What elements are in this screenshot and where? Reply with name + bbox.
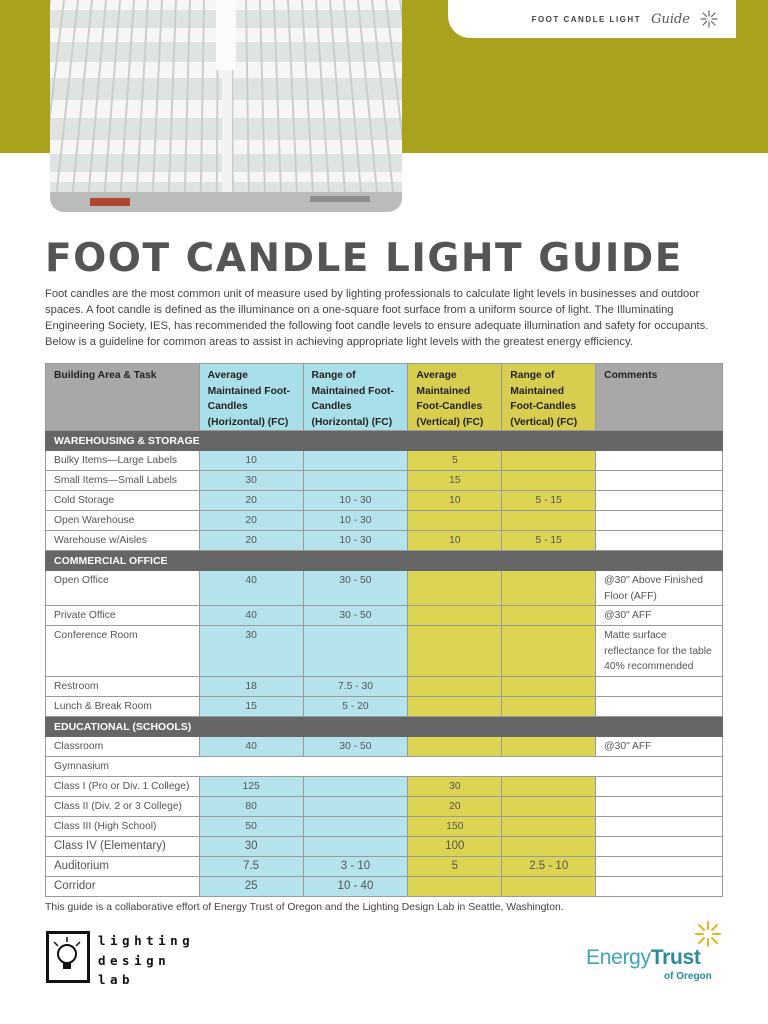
- range-vertical-cell: [502, 797, 596, 817]
- table-row: [46, 491, 723, 511]
- range-horizontal-cell: 7.5 - 30: [303, 677, 408, 697]
- section-row: [46, 551, 723, 571]
- header-comments: Comments: [596, 364, 723, 431]
- page-title: FOOT CANDLE LIGHT GUIDE: [45, 236, 683, 281]
- range-vertical-cell: [502, 511, 596, 531]
- range-horizontal-cell: [303, 626, 408, 677]
- avg-horizontal-cell: 125: [199, 777, 303, 797]
- footer-note: This guide is a collaborative effort of Energy Trust of Oregon and the Lighting Design Lab in Seattle, Washington.: [45, 902, 564, 913]
- comments-cell: @30" AFF: [596, 737, 723, 757]
- comments-cell: [596, 511, 723, 531]
- avg-vertical-cell: 10: [408, 491, 502, 511]
- table-row: [46, 677, 723, 697]
- avg-horizontal-cell: 20: [199, 511, 303, 531]
- lightbulb-icon: [46, 931, 90, 983]
- comments-cell: [596, 677, 723, 697]
- area-cell: Class IV (Elementary): [46, 837, 200, 857]
- range-horizontal-cell: 30 - 50: [303, 606, 408, 626]
- header-range-vertical: Range of Maintained Foot-Candles (Vertical) (FC): [502, 364, 596, 431]
- table-header-row: [46, 364, 723, 431]
- intro-paragraph: Foot candles are the most common unit of measure used by lighting professionals to calculate light levels in businesses and outdoor spaces. A foot candle is defined as the illuminance on a one-square foot surface from a uniform source of light. The Illuminating Engineering Society, IES, has recommended the following foot candle levels to ensure adequate illumination and safety for occupants. Below is a guideline for common areas to assist in achieving appropriate light levels with the greatest energy efficiency.: [45, 288, 709, 348]
- section-row: [46, 431, 723, 451]
- comments-cell: [596, 471, 723, 491]
- comments-cell: [596, 877, 723, 897]
- avg-horizontal-cell: 15: [199, 697, 303, 717]
- range-horizontal-cell: [303, 837, 408, 857]
- table-row: [46, 777, 723, 797]
- section-heading: WAREHOUSING & STORAGE: [46, 431, 723, 451]
- area-cell: Conference Room: [46, 626, 200, 677]
- avg-vertical-cell: [408, 697, 502, 717]
- area-cell: Bulky Items—Large Labels: [46, 451, 200, 471]
- et-word-trust: Trust: [650, 946, 701, 969]
- avg-vertical-cell: [408, 511, 502, 531]
- avg-horizontal-cell: 30: [199, 471, 303, 491]
- area-cell: Restroom: [46, 677, 200, 697]
- comments-cell: [596, 777, 723, 797]
- lighting-design-lab-logo: [46, 931, 206, 986]
- avg-horizontal-cell: 25: [199, 877, 303, 897]
- area-cell: Open Office: [46, 571, 200, 606]
- area-cell: Auditorium: [46, 857, 200, 877]
- energy-trust-logo: [586, 920, 726, 990]
- et-sub: of Oregon: [664, 971, 712, 982]
- comments-cell: [596, 817, 723, 837]
- avg-vertical-cell: 100: [408, 837, 502, 857]
- range-vertical-cell: [502, 817, 596, 837]
- et-word-energy: Energy: [586, 946, 651, 969]
- range-horizontal-cell: [303, 797, 408, 817]
- range-horizontal-cell: 10 - 30: [303, 491, 408, 511]
- range-vertical-cell: [502, 697, 596, 717]
- header-avg-vertical: Average Maintained Foot-Candles (Vertical) (FC): [408, 364, 502, 431]
- avg-vertical-cell: [408, 677, 502, 697]
- area-cell: Class III (High School): [46, 817, 200, 837]
- area-cell: Class II (Div. 2 or 3 College): [46, 797, 200, 817]
- table-row: [46, 857, 723, 877]
- table-row: [46, 697, 723, 717]
- range-horizontal-cell: 10 - 30: [303, 531, 408, 551]
- range-vertical-cell: 5 - 15: [502, 491, 596, 511]
- range-vertical-cell: 5 - 15: [502, 531, 596, 551]
- range-vertical-cell: 2.5 - 10: [502, 857, 596, 877]
- avg-horizontal-cell: 20: [199, 531, 303, 551]
- range-horizontal-cell: 30 - 50: [303, 571, 408, 606]
- table-row: [46, 877, 723, 897]
- avg-horizontal-cell: 40: [199, 737, 303, 757]
- comments-cell: [596, 451, 723, 471]
- comments-cell: Matte surface reflectance for the table 40% recommended: [596, 626, 723, 677]
- comments-cell: [596, 491, 723, 511]
- header-range-horizontal: Range of Maintained Foot-Candles (Horizontal) (FC): [303, 364, 408, 431]
- table-row: [46, 817, 723, 837]
- range-vertical-cell: [502, 777, 596, 797]
- range-vertical-cell: [502, 471, 596, 491]
- table-row: [46, 837, 723, 857]
- table-row: [46, 797, 723, 817]
- avg-horizontal-cell: 50: [199, 817, 303, 837]
- avg-vertical-cell: [408, 571, 502, 606]
- avg-horizontal-cell: 7.5: [199, 857, 303, 877]
- avg-vertical-cell: [408, 626, 502, 677]
- range-vertical-cell: [502, 877, 596, 897]
- range-vertical-cell: [502, 606, 596, 626]
- avg-vertical-cell: 30: [408, 777, 502, 797]
- header-area: Building Area & Task: [46, 364, 200, 431]
- avg-vertical-cell: [408, 606, 502, 626]
- area-cell: Private Office: [46, 606, 200, 626]
- ldl-word-2: design: [98, 952, 171, 968]
- range-horizontal-cell: [303, 471, 408, 491]
- range-vertical-cell: [502, 451, 596, 471]
- range-vertical-cell: [502, 571, 596, 606]
- range-vertical-cell: [502, 677, 596, 697]
- avg-horizontal-cell: 30: [199, 837, 303, 857]
- table-row: [46, 626, 723, 677]
- comments-cell: [596, 857, 723, 877]
- range-horizontal-cell: [303, 817, 408, 837]
- range-horizontal-cell: [303, 777, 408, 797]
- area-cell: Open Warehouse: [46, 511, 200, 531]
- avg-horizontal-cell: 18: [199, 677, 303, 697]
- avg-horizontal-cell: 20: [199, 491, 303, 511]
- comments-cell: @30" Above Finished Floor (AFF): [596, 571, 723, 606]
- table-row: [46, 571, 723, 606]
- range-vertical-cell: [502, 837, 596, 857]
- avg-horizontal-cell: 30: [199, 626, 303, 677]
- comments-cell: [596, 837, 723, 857]
- section-heading: EDUCATIONAL (SCHOOLS): [46, 717, 723, 737]
- avg-vertical-cell: 5: [408, 451, 502, 471]
- avg-horizontal-cell: 40: [199, 606, 303, 626]
- avg-vertical-cell: 5: [408, 857, 502, 877]
- avg-horizontal-cell: 80: [199, 797, 303, 817]
- avg-vertical-cell: 15: [408, 471, 502, 491]
- guide-tab-script: Guide: [651, 11, 690, 27]
- ldl-word-3: lab: [98, 972, 135, 987]
- range-horizontal-cell: [303, 451, 408, 471]
- avg-vertical-cell: 20: [408, 797, 502, 817]
- range-horizontal-cell: 3 - 10: [303, 857, 408, 877]
- ldl-word-1: lighting: [98, 933, 195, 948]
- table-row: [46, 737, 723, 757]
- section-heading: COMMERCIAL OFFICE: [46, 551, 723, 571]
- comments-cell: [596, 797, 723, 817]
- table-row: [46, 531, 723, 551]
- range-horizontal-cell: 10 - 30: [303, 511, 408, 531]
- avg-vertical-cell: [408, 877, 502, 897]
- range-horizontal-cell: 10 - 40: [303, 877, 408, 897]
- comments-cell: [596, 531, 723, 551]
- avg-vertical-cell: 10: [408, 531, 502, 551]
- section-row: [46, 717, 723, 737]
- avg-vertical-cell: [408, 737, 502, 757]
- table-row: [46, 606, 723, 626]
- range-vertical-cell: [502, 626, 596, 677]
- area-cell: Class I (Pro or Div. 1 College): [46, 777, 200, 797]
- range-horizontal-cell: 5 - 20: [303, 697, 408, 717]
- guide-tab: [448, 0, 736, 38]
- comments-cell: [596, 697, 723, 717]
- area-cell: Lunch & Break Room: [46, 697, 200, 717]
- foot-candle-table: [45, 363, 723, 897]
- area-cell: Gymnasium: [46, 757, 723, 777]
- ceiling-photo: [50, 0, 402, 212]
- avg-vertical-cell: 150: [408, 817, 502, 837]
- table-row: [46, 451, 723, 471]
- sparkle-icon: [700, 10, 718, 28]
- table-row: [46, 511, 723, 531]
- range-horizontal-cell: 30 - 50: [303, 737, 408, 757]
- header-avg-horizontal: Average Maintained Foot-Candles (Horizontal) (FC): [199, 364, 303, 431]
- area-cell: Classroom: [46, 737, 200, 757]
- area-cell: Warehouse w/Aisles: [46, 531, 200, 551]
- table-row: [46, 757, 723, 777]
- avg-horizontal-cell: 10: [199, 451, 303, 471]
- area-cell: Small Items—Small Labels: [46, 471, 200, 491]
- sun-icon: [694, 920, 722, 948]
- avg-horizontal-cell: 40: [199, 571, 303, 606]
- table-row: [46, 471, 723, 491]
- comments-cell: @30" AFF: [596, 606, 723, 626]
- range-vertical-cell: [502, 737, 596, 757]
- guide-tab-label: FOOT CANDLE LIGHT: [531, 14, 642, 24]
- area-cell: Corridor: [46, 877, 200, 897]
- area-cell: Cold Storage: [46, 491, 200, 511]
